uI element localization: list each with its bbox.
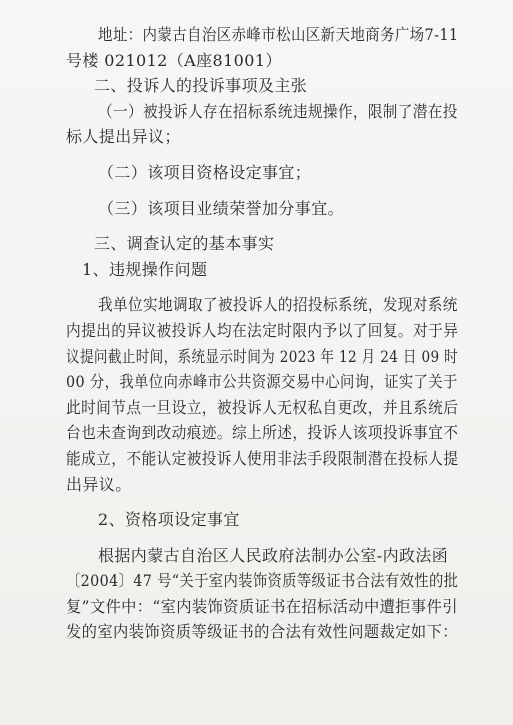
address-line-1: 地址：内蒙古自治区赤峰市松山区新天地商务广场7-11 — [98, 25, 459, 44]
paragraph-2-line-1: 根据内蒙古自治区人民政府法制办公室-内政法函 — [98, 545, 449, 565]
paragraph-1-line-8: 出异议。 — [66, 474, 132, 494]
complaint-item-1-line-2: 标人提出异议； — [66, 127, 181, 147]
paragraph-2-line-4: 发的室内装饰资质等级证书的合法有效性问题裁定如下： — [66, 622, 458, 642]
paragraph-2-line-3: 复”文件中：“室内装饰资质证书在招标活动中遭拒事件引 — [66, 596, 458, 616]
document-body — [66, 22, 458, 645]
paragraph-1-line-3: 议提问截止时间，系统显示时间为 2023 年 12 月 24 日 09 时 — [66, 346, 459, 366]
subsection-1-heading: 1、违规操作问题 — [82, 259, 208, 279]
paragraph-1-line-6: 台也未查询到改动痕迹。综上所述，投诉人该项投诉事宜不 — [66, 423, 459, 443]
address-line-2: 号楼 021012（A座81001） — [66, 50, 282, 70]
paragraph-1-line-4: 00 分，我单位向赤峰市公共资源交易中心问询，证实了关于 — [66, 372, 458, 392]
complaint-item-3: （三）该项目业绩荣誉加分事宜。 — [98, 198, 345, 218]
paragraph-1-line-1: 我单位实地调取了被投诉人的招投标系统，发现对系统 — [98, 295, 458, 315]
section-3-heading: 三、调查认定的基本事实 — [94, 234, 275, 254]
paragraph-1-line-2: 内提出的异议被投诉人均在法定时限内予以了回复。对于异 — [66, 320, 459, 340]
subsection-2-heading: 2、资格项设定事宜 — [98, 510, 240, 530]
paragraph-1-line-7: 能成立，不能认定被投诉人使用非法手段限制潜在投标人提 — [66, 448, 459, 468]
complaint-item-1-line-1: （一）被投诉人存在招标系统违规操作，限制了潜在投 — [98, 101, 458, 121]
complaint-item-2: （二）该项目资格设定事宜； — [98, 162, 312, 182]
paragraph-2-line-2: 〔2004〕47 号“关于室内装饰资质等级证书合法有效性的批 — [66, 571, 459, 591]
paragraph-1-line-5: 此时间节点一旦设立，被投诉人无权私自更改，并且系统后 — [66, 397, 459, 417]
section-2-heading: 二、投诉人的投诉事项及主张 — [94, 76, 308, 96]
